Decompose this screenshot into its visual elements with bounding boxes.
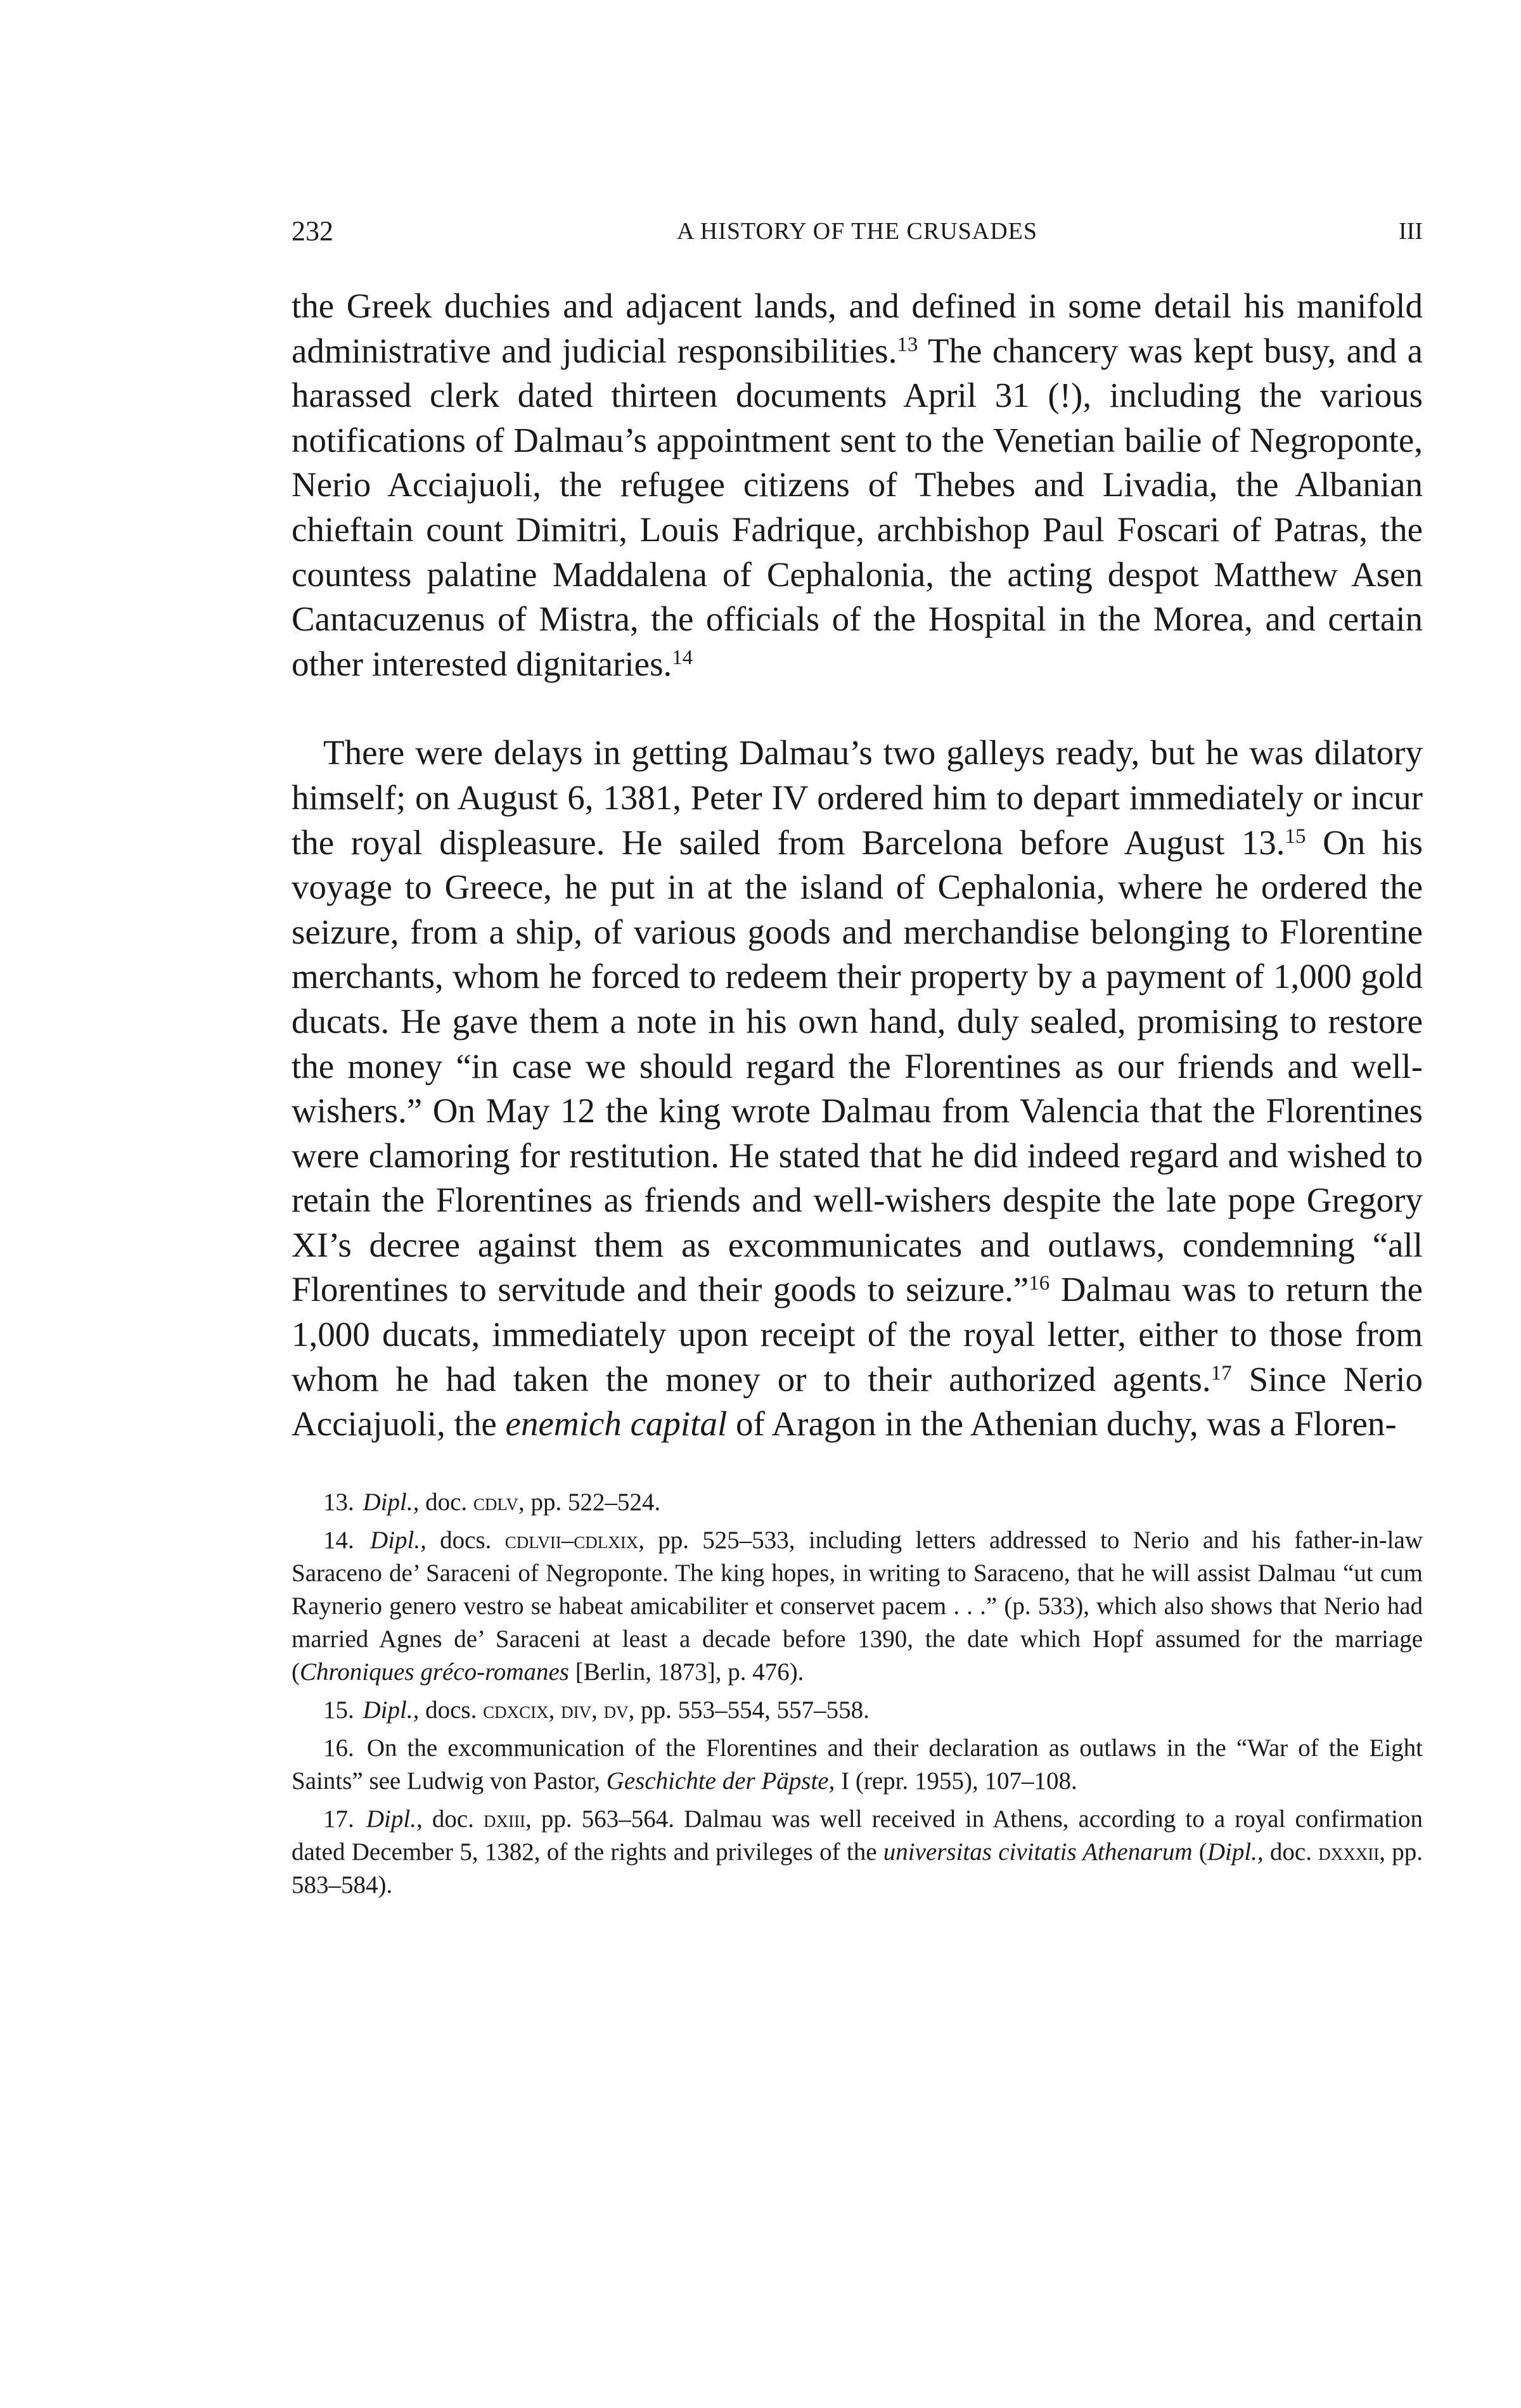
footnote-number: 14. [323, 1526, 354, 1554]
italic-text: Dipl., [366, 1805, 423, 1833]
footnote-number: 16. [323, 1734, 354, 1762]
text-run: doc. [419, 1488, 473, 1516]
text-run: doc. [422, 1805, 484, 1833]
footnote-14 [292, 1524, 1423, 1689]
paragraph-2 [292, 731, 1423, 1447]
footnote-17 [292, 1803, 1423, 1902]
footnote-13 [292, 1486, 1423, 1519]
text-run: , pp. 525–533, including letters addressed to Nerio and his father-in-law Saraceno de’ Saraceni of Negroponte. The king hopes, in writing to Saraceno, that he will assist Dalmau “ut cum Raynerio genero vestro se habeat amicabiliter et conservet pacem . . .” (p. 533), which also shows that Nerio had married Agnes de’ Saraceni at least a decade before 1390, the date which Hopf assumed for the marriage ( [292, 1526, 1423, 1686]
footnote-ref-15: 15 [1285, 824, 1306, 848]
text-run: ( [1192, 1838, 1207, 1866]
running-head [292, 209, 1423, 253]
running-head-title: A HISTORY OF THE CRUSADES [676, 218, 1038, 245]
page-number: 232 [292, 215, 333, 247]
small-caps-text: dxiii [484, 1805, 525, 1833]
italic-text: Dipl., [1207, 1838, 1264, 1866]
text-run: [Berlin, 1873], p. 476). [568, 1658, 804, 1686]
italic-text: Dipl., [370, 1526, 427, 1554]
footnote-16 [292, 1732, 1423, 1798]
footnote-ref-14: 14 [672, 646, 693, 669]
paragraph-1 [292, 284, 1423, 686]
italic-text: Dipl., [363, 1488, 420, 1516]
text-run: docs. [419, 1696, 484, 1724]
footnote-number: 15. [323, 1696, 354, 1724]
italic-text: Dipl., [363, 1696, 420, 1724]
text-run: There were delays in getting Dalmau’s two galleys ready, but he was dilatory himself; on August 6, 1381, Peter IV ordered him to depart immediately or incur the royal displeasure. He sailed from Barcelona before August 13. [292, 733, 1423, 862]
small-caps-text: cdlv [473, 1488, 518, 1516]
volume-number: III [1399, 218, 1423, 245]
footnote-ref-16: 16 [1029, 1272, 1050, 1295]
italic-term: enemich capital [505, 1404, 728, 1444]
text-run: , pp. 553–554, 557–558. [628, 1696, 870, 1724]
text-run: , pp. 563–564. Dalmau was well received in Athens, according to a royal confirmation dated December 5, 1382, of the rights and privileges of the [292, 1805, 1423, 1866]
footnotes [292, 1486, 1423, 1902]
footnote-ref-13: 13 [897, 333, 918, 356]
text-run: of Aragon in the Athenian duchy, was a Floren- [727, 1404, 1397, 1444]
italic-text: Geschichte der Päpste, [606, 1767, 835, 1795]
text-run: Dalmau was to return the 1,000 ducats, immediately upon receipt of the royal letter, either to those from whom he had taken the money or to their authorized agents. [292, 1270, 1423, 1399]
text-run: doc. [1263, 1838, 1319, 1866]
small-caps-text: cdxcix, div, dv [483, 1696, 629, 1724]
small-caps-text: dxxxii [1318, 1838, 1380, 1866]
footnote-number: 13. [323, 1488, 354, 1516]
text-run: , pp. 522–524. [518, 1488, 661, 1516]
text-run: the Greek duchies and adjacent lands, and defined in some detail his manifold administrative and judicial responsibilities. [292, 286, 1423, 370]
text-run: , pp. 583–584). [292, 1838, 1423, 1899]
text-run: The chancery was kept busy, and a harassed clerk dated thirteen documents April 31 (!), including the various notifications of Dalmau’s appointment sent to the Venetian bailie of Negroponte, Nerio Acciajuoli, the refugee citizens of Thebes and Livadia, the Albanian chieftain count Dimitri, Louis Fadrique, archbishop Paul Foscari of Patras, the countess palatine Maddalena of Cephalonia, the acting despot Matthew Asen Cantacuzenus of Mistra, the officials of the Hospital in the Morea, and certain other interested dignitaries. [292, 331, 1423, 683]
footnote-ref-17: 17 [1210, 1361, 1232, 1385]
footnote-number: 17. [323, 1805, 354, 1833]
text-run: On his voyage to Greece, he put in at the island of Cephalonia, where he ordered the seizure, from a ship, of various goods and merchandise belonging to Florentine merchants, whom he forced to redeem their property by a payment of 1,000 gold ducats. He gave them a note in his own hand, duly sealed, promising to restore the money “in case we should regard the Florentines as our friends and well-wishers.” On May 12 the king wrote Dalmau from Valencia that the Florentines were clamoring for restitution. He stated that he did indeed regard and wished to retain the Florentines as friends and well-wishers despite the late pope Gregory XI’s decree against them as excommunicates and outlaws, condemning “all Florentines to servitude and their goods to seizure.” [292, 823, 1423, 1309]
book-page [292, 209, 1423, 1907]
text-run: I (repr. 1955), 107–108. [835, 1767, 1077, 1795]
small-caps-text: cdlvii–cdlxix [504, 1526, 639, 1554]
text-run: On the excommunication of the Florentines and their declaration as outlaws in the “War of the Eight Saints” see Ludwig von Pastor, [292, 1734, 1423, 1795]
footnote-15 [292, 1694, 1423, 1727]
text-run: docs. [426, 1526, 505, 1554]
italic-text: Chroniques gréco-romanes [300, 1658, 569, 1686]
text-run: Since Nerio Acciajuoli, the [292, 1359, 1423, 1444]
italic-text: universitas civitatis Athenarum [883, 1838, 1193, 1866]
